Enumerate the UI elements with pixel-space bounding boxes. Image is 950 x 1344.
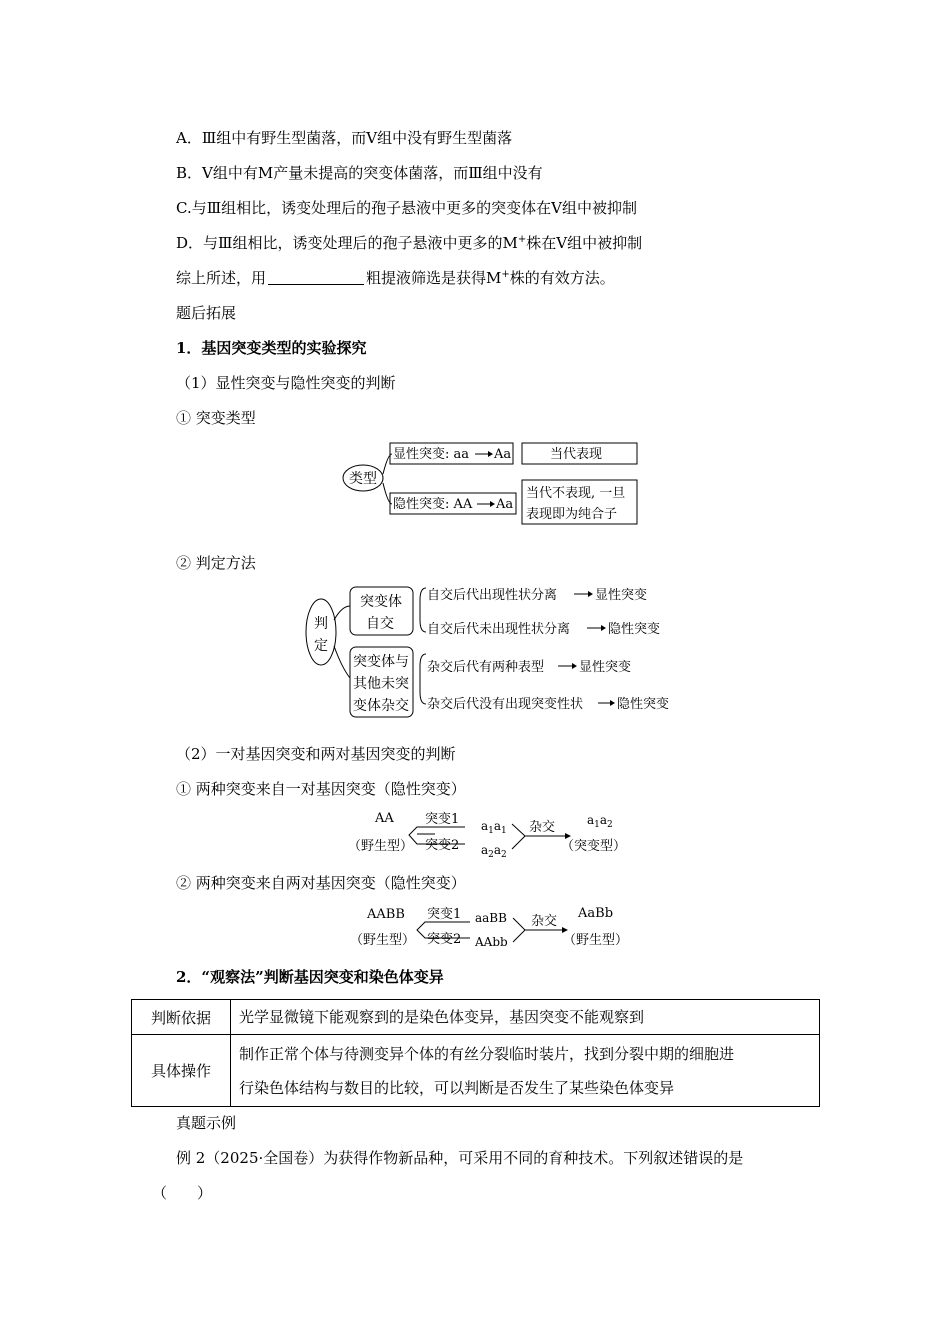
methods-self-b: 自交后代未出现性状分离 [427,622,571,637]
twopair-parent-type: （野生型） [350,933,416,948]
methods-self-b-result: 隐性突变 [608,622,661,637]
answer-parentheses: （ ） [152,1184,213,1202]
onepair-g1: $a_1a_1$ [481,819,507,836]
option-c: C.与Ⅲ组相比，诱变处理后的孢子悬液中更多的突变体在Ⅴ组中被抑制 [176,199,638,217]
determination-method-diagram [300,578,690,720]
methods-cross-2: 其他未突 [353,676,409,692]
onepair-mut2: 突变2 [425,838,460,853]
twopair-g2: AAbb [475,935,508,949]
section1-title: 1．基因突变类型的实验探究 [176,339,367,357]
types-dominant: 显性突变: aa [393,447,470,462]
twopair-child: AaBb [578,906,614,921]
types-dominant-box: 当代表现 [550,447,603,462]
option-a: A．Ⅲ组中有野生型菌落，而Ⅴ组中没有野生型菌落 [176,129,513,147]
methods-cross-1: 突变体与 [353,654,409,670]
onepair-child: $a_1a_2$ [587,813,613,830]
twopair-g1: aaBB [475,911,507,925]
section1-item2: ② 判定方法 [176,554,256,572]
types-dominant-result: Aa [494,447,512,462]
fill-in-blank[interactable] [268,270,364,285]
section1-sub1: （1）显性突变与隐性突变的判断 [176,374,396,392]
methods-self-1: 突变体 [360,594,402,610]
methods-cross-b: 杂交后代没有出现突变性状 [427,697,584,712]
section1-item3: ① 两种突变来自一对基因突变（隐性突变） [176,780,466,798]
observation-table [131,999,820,1107]
table-head-operation: 具体操作 [132,1035,231,1107]
table-row [132,1035,820,1107]
types-recessive-result: Aa [496,497,514,512]
section1-item4: ② 两种突变来自两对基因突变（隐性突变） [176,874,466,892]
methods-self-2: 自交 [366,616,394,632]
extension-title: 题后拓展 [176,304,237,322]
methods-cross-b-result: 隐性突变 [617,697,670,712]
table-value-operation: 制作正常个体与待测变异个体的有丝分裂临时装片，找到分裂中期的细胞进 行染色体结构与数目的比较，可以判断是否发生了某些染色体变异 [231,1035,820,1107]
twopair-cross: 杂交 [531,914,558,929]
mutation-type-diagram [330,436,650,530]
section1-sub2: （2）一对基因突变和两对基因突变的判断 [176,745,456,763]
twopair-parent: AABB [367,907,405,922]
section2-title: 2．“观察法”判断基因突变和染色体变异 [176,968,444,986]
one-pair-mutation-diagram [345,806,645,860]
onepair-parent-type: （野生型） [348,839,414,854]
onepair-cross: 杂交 [529,820,556,835]
methods-self-a: 自交后代出现性状分离 [427,588,558,603]
onepair-parent: AA [375,811,394,826]
methods-self-a-result: 显性突变 [595,588,648,603]
twopair-child-type: （野生型） [563,933,629,948]
methods-cross-3: 变体杂交 [353,698,409,714]
example-2-question: 例 2（2025·全国卷）为获得作物新品种，可采用不同的育种技术。下列叙述错误的是 [176,1149,744,1167]
table-head-basis: 判断依据 [132,1000,231,1035]
methods-cross-a-result: 显性突变 [579,660,632,675]
section1-item1: ① 突变类型 [176,409,256,427]
summary-sentence: 综上所述，用 粗提液筛选是获得M+株的有效方法。 [176,269,615,287]
twopair-mut1: 突变1 [427,907,462,922]
table-row [132,1000,820,1035]
onepair-mut1: 突变1 [425,812,460,827]
methods-center-2: 定 [314,638,328,654]
types-recessive-box-2: 表现即为纯合子 [526,507,618,522]
onepair-g2: $a_2a_2$ [481,843,507,860]
option-d: D．与Ⅲ组相比，诱变处理后的孢子悬液中更多的M+株在Ⅴ组中被抑制 [176,234,643,252]
table-value-basis: 光学显微镜下能观察到的是染色体变异，基因突变不能观察到 [231,1000,820,1035]
option-b: B．Ⅴ组中有M产量未提高的突变体菌落，而Ⅲ组中没有 [176,164,543,182]
types-recessive-box-1: 当代不表现, 一旦 [526,486,626,501]
types-center: 类型 [349,471,377,487]
methods-cross-a: 杂交后代有两种表型 [427,660,545,675]
twopair-mut2: 突变2 [427,932,462,947]
real-example-title: 真题示例 [176,1114,237,1132]
two-pair-mutation-diagram [345,900,645,954]
types-recessive: 隐性突变: AA [393,497,473,512]
methods-center-1: 判 [314,616,328,632]
onepair-child-type: （突变型） [561,839,627,854]
